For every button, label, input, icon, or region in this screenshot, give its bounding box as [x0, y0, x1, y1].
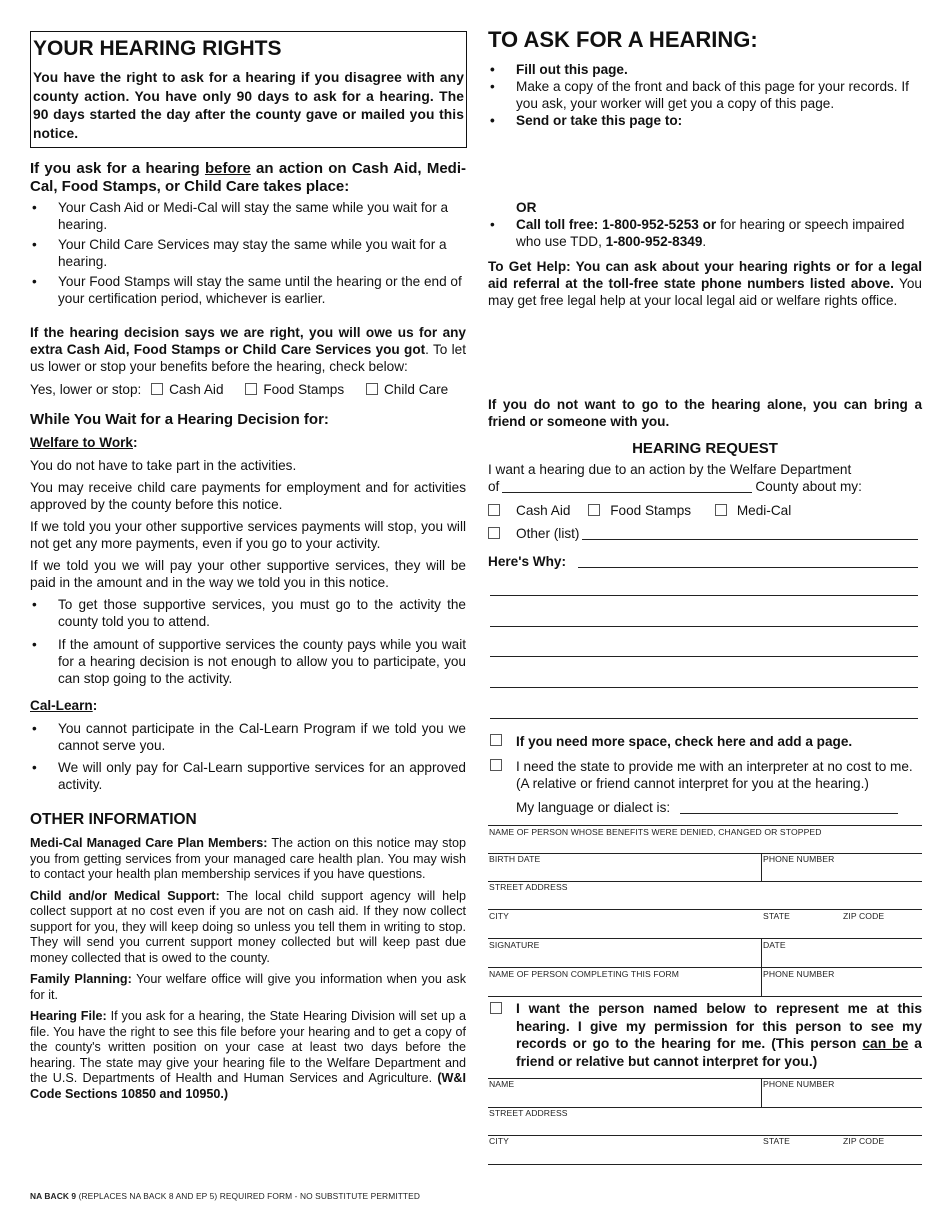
call-toll-free: • Call toll free: 1-800-952-5253 or for hearing or speech impaired who use TDD, 1-800-952-8349. [488, 216, 922, 250]
interpreter-row: I need the state to provide me with an interpreter at no cost to me. (A relative or friend cannot interpret for you at the hearing.) [488, 758, 922, 792]
county-field[interactable] [502, 480, 752, 493]
more-space-row: If you need more space, check here and add a page. [488, 733, 922, 750]
rep-street-label: STREET ADDRESS [489, 1108, 568, 1118]
phone-number-label: PHONE NUMBER [763, 854, 835, 864]
other-item: Hearing File: If you ask for a hearing, the State Hearing Division will set up a file. You have the right to see this file before your hearing and to get a copy of the county's written position on your case at least two days before the hearing. The state may give your hearing file to the Welfare Department and the U.S. Departments of Health and Human Services and Agriculture. (W&I Code Sections 10850 and 10950.) [30, 1009, 466, 1101]
request-options: Cash Aid Food Stamps Medi-Cal [488, 502, 791, 519]
decision-text: If the hearing decision says we are right, you will owe us for any extra Cash Aid, Food Stamps or Child Care Services you got. To let us lower or stop your benefits before the hearing, check below: [30, 325, 467, 374]
rep-phone-label: PHONE NUMBER [763, 1079, 835, 1089]
wait-para: You may receive child care payments for employment and for activities approved by the county before this notice. [30, 480, 466, 512]
wait-heading: While You Wait for a Hearing Decision for: [30, 411, 329, 428]
hearing-request-title: HEARING REQUEST [632, 440, 778, 457]
why-line[interactable] [490, 687, 918, 688]
rep-name-label: NAME [489, 1079, 515, 1089]
list-item: • Send or take this page to: [488, 112, 922, 129]
list-item: • Your Child Care Services may stay the same while you wait for a hearing. [30, 236, 466, 270]
lower-stop-options: Yes, lower or stop: Cash Aid Food Stamps Child Care [30, 382, 449, 397]
request-other-checkbox[interactable] [488, 527, 500, 539]
wait-para: You do not have to take part in the activities. [30, 458, 297, 473]
before-action-section [30, 160, 466, 307]
food-stamps-checkbox[interactable] [245, 383, 257, 395]
request-cash-aid-checkbox[interactable] [488, 504, 500, 516]
other-item: Child and/or Medical Support: The local child support agency will help collect support at no cost even if you are not on cash aid. If they now collect support for you, they will keep doing so unless you tell them in writing to stop. They will send you current support money collected but will keep past due money collected that is owed to the county. [30, 888, 466, 965]
list-item: • Your Cash Aid or Medi-Cal will stay the same while you wait for a hearing. [30, 199, 466, 233]
more-space-checkbox[interactable] [490, 734, 502, 746]
why-line[interactable] [490, 718, 918, 719]
hearing-rights-title: YOUR HEARING RIGHTS [33, 37, 282, 60]
request-medi-cal-checkbox[interactable] [715, 504, 727, 516]
other-item: Medi-Cal Managed Care Plan Members: The action on this notice may stop you from getting services from your managed care health plan. You may wish to contact your health plan membership services if you have questions. [30, 836, 466, 881]
list-item: • Make a copy of the front and back of this page for your records. If you ask, your worker will get you a copy of this page. [488, 78, 922, 112]
state-label: STATE [763, 911, 790, 921]
completing-person-label: NAME OF PERSON COMPLETING THIS FORM [489, 969, 680, 979]
why-line[interactable] [490, 595, 918, 596]
list-item: • Fill out this page. [488, 61, 922, 78]
list-item: • We will only pay for Cal-Learn supportive services for an approved activity. [30, 759, 466, 793]
hearing-rights-box [30, 31, 467, 148]
rep-state-label: STATE [763, 1136, 790, 1146]
hearing-rights-text: You have the right to ask for a hearing if you disagree with any county action. You have only 90 days to ask for a hearing. The 90 days started the day after the county gave or mailed you this notice. [33, 70, 464, 141]
other-list-field[interactable] [582, 539, 918, 540]
rep-city-label: CITY [489, 1136, 509, 1146]
interpreter-checkbox[interactable] [490, 759, 502, 771]
decision-section [30, 324, 466, 398]
list-item: • If the amount of supportive services the county pays while you wait for a hearing decision is not enough to allow you to participate, you can stop going to the activity. [30, 636, 466, 687]
list-item: • Your Food Stamps will stay the same until the hearing or the end of your certification period, whichever is earlier. [30, 273, 466, 307]
why-line[interactable] [490, 626, 918, 627]
city-label: CITY [489, 911, 509, 921]
request-intro: I want a hearing due to an action by the Welfare Department of County about my: [488, 462, 862, 494]
other-list-row: Other (list) [488, 525, 920, 542]
list-item: • To get those supportive services, you must go to the activity the county told you to attend. [30, 596, 466, 630]
zip-code-label: ZIP CODE [843, 911, 885, 921]
get-help-text: To Get Help: You can ask about your hearing rights or for a legal aid referral at the toll-free state phone numbers listed above. You may get free legal help at your local legal aid or welfare rights office. [488, 259, 922, 308]
other-information-heading: OTHER INFORMATION [30, 811, 197, 828]
date-label: DATE [763, 940, 786, 950]
wait-section [30, 411, 466, 793]
wait-para: If we told you we will pay your other supportive services, they will be paid in the amount and in the way we told you in this notice. [30, 558, 466, 590]
language-row: My language or dialect is: [516, 800, 671, 815]
ask-title: TO ASK FOR A HEARING: [488, 27, 758, 52]
why-line[interactable] [490, 656, 918, 657]
represent-row: I want the person named below to represent me at this hearing. I give my permission for this person to see my records or go to the hearing for me. (This person can be a friend or relative but cannot interpret for you.) [488, 1000, 922, 1070]
child-care-checkbox[interactable] [366, 383, 378, 395]
street-address-label: STREET ADDRESS [489, 882, 568, 892]
ask-section [488, 27, 922, 129]
form-footer: NA BACK 9 (REPLACES NA BACK 8 AND EP 5) REQUIRED FORM - NO SUBSTITUTE PERMITTED [30, 1191, 420, 1201]
bring-friend-text: If you do not want to go to the hearing alone, you can bring a friend or someone with you. [488, 397, 922, 429]
language-field[interactable] [680, 813, 898, 814]
cal-learn-label: Cal-Learn: [30, 698, 98, 713]
heres-why-label: Here's Why: [488, 554, 567, 569]
cash-aid-checkbox[interactable] [151, 383, 163, 395]
wait-para: If we told you your other supportive services payments will stop, you will not get any more payments, even if you go to your activity. [30, 519, 466, 551]
list-item: • You cannot participate in the Cal-Learn Program if we told you we cannot serve you. [30, 720, 466, 754]
before-action-heading: If you ask for a hearing before an action on Cash Aid, Medi-Cal, Food Stamps, or Child Care takes place: [30, 160, 466, 195]
birth-date-label: BIRTH DATE [489, 854, 541, 864]
signature-label: SIGNATURE [489, 940, 540, 950]
other-item: Family Planning: Your welfare office will give you information when you ask for it. [30, 972, 466, 1002]
represent-checkbox[interactable] [490, 1002, 502, 1014]
why-field[interactable] [578, 567, 918, 568]
completing-phone-label: PHONE NUMBER [763, 969, 835, 979]
beneficiary-name-label: NAME OF PERSON WHOSE BENEFITS WERE DENIED, CHANGED OR STOPPED [489, 827, 822, 837]
other-information-section [30, 811, 466, 1102]
yes-lower-stop-label: Yes, lower or stop: [30, 382, 142, 397]
request-food-stamps-checkbox[interactable] [588, 504, 600, 516]
welfare-to-work-label: Welfare to Work: [30, 435, 138, 450]
rep-zip-label: ZIP CODE [843, 1136, 885, 1146]
or-label: OR [516, 200, 537, 215]
